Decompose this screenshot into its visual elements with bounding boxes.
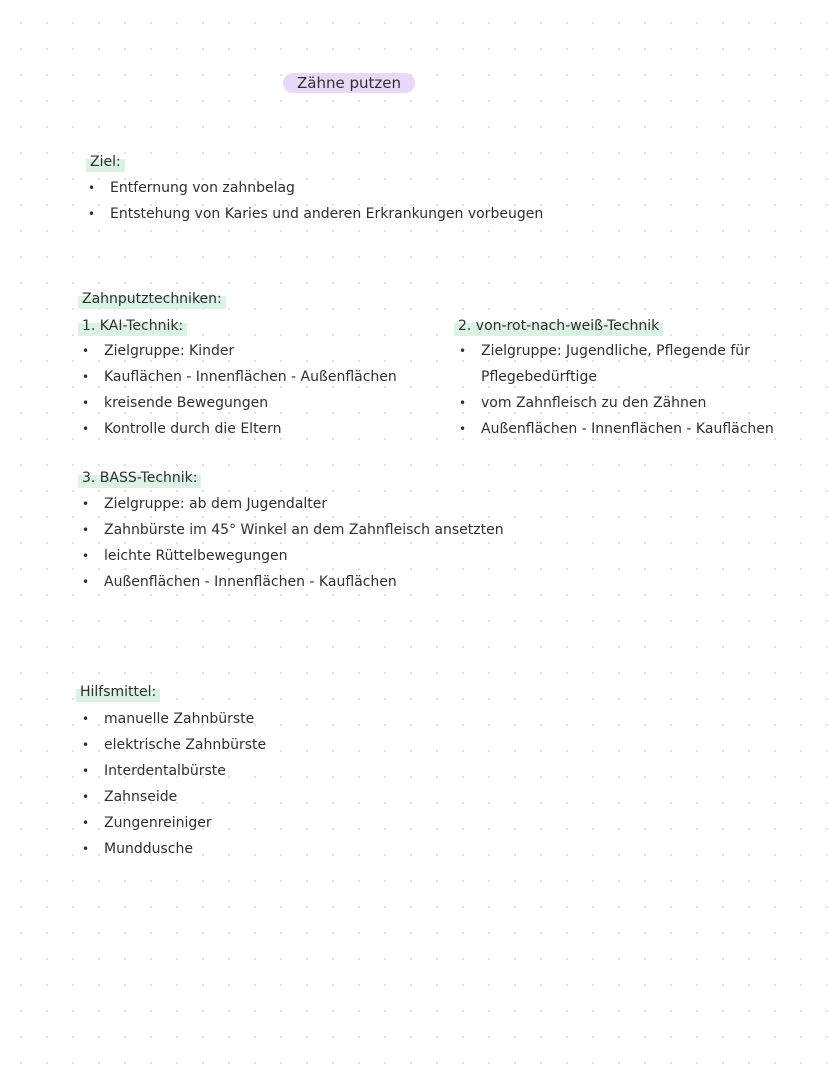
- list-item: • Munddusche: [82, 839, 266, 865]
- bass-heading: 3. BASS-Technik:: [78, 468, 201, 488]
- list-item: • Zielgruppe: Jugendliche, Pflegende für: [459, 341, 774, 367]
- rotweiss-heading: 2. von-rot-nach-weiß-Technik: [454, 316, 663, 336]
- list-item: • Zahnseide: [82, 787, 266, 813]
- kai-heading: 1. KAI-Technik:: [78, 316, 187, 336]
- bass-list: [82, 494, 504, 598]
- list-item: • Entstehung von Karies und anderen Erkrankungen vorbeugen: [88, 204, 543, 230]
- list-item: • Interdentalbürste: [82, 761, 266, 787]
- list-item: • Zielgruppe: ab dem Jugendalter: [82, 494, 504, 520]
- rotweiss-list: [459, 341, 774, 445]
- list-item: • kreisende Bewegungen: [82, 393, 397, 419]
- techniken-heading: Zahnputztechniken:: [78, 289, 226, 309]
- list-item: • Kauflächen - Innenflächen - Außenflächen: [82, 367, 397, 393]
- list-item: • Zahnbürste im 45° Winkel an dem Zahnfleisch ansetzten: [82, 520, 504, 546]
- list-item: • Zielgruppe: Kinder: [82, 341, 397, 367]
- list-item: • vom Zahnfleisch zu den Zähnen: [459, 393, 774, 419]
- list-item: • Außenflächen - Innenflächen - Kauflächen: [82, 572, 504, 598]
- kai-list: [82, 341, 397, 445]
- hilfsmittel-list: [82, 709, 266, 865]
- list-item: • Kontrolle durch die Eltern: [82, 419, 397, 445]
- hilfsmittel-heading: Hilfsmittel:: [76, 682, 160, 702]
- page-title: Zähne putzen: [283, 73, 415, 93]
- list-item: • elektrische Zahnbürste: [82, 735, 266, 761]
- list-item-continuation: Pflegebedürftige: [481, 369, 597, 385]
- list-item: • Zungenreiniger: [82, 813, 266, 839]
- list-item: • leichte Rüttelbewegungen: [82, 546, 504, 572]
- list-item: • Entfernung von zahnbelag: [88, 178, 543, 204]
- ziel-list: [88, 178, 543, 230]
- list-item: • manuelle Zahnbürste: [82, 709, 266, 735]
- list-item: • Außenflächen - Innenflächen - Kauflächen: [459, 419, 774, 445]
- ziel-heading: Ziel:: [86, 152, 125, 172]
